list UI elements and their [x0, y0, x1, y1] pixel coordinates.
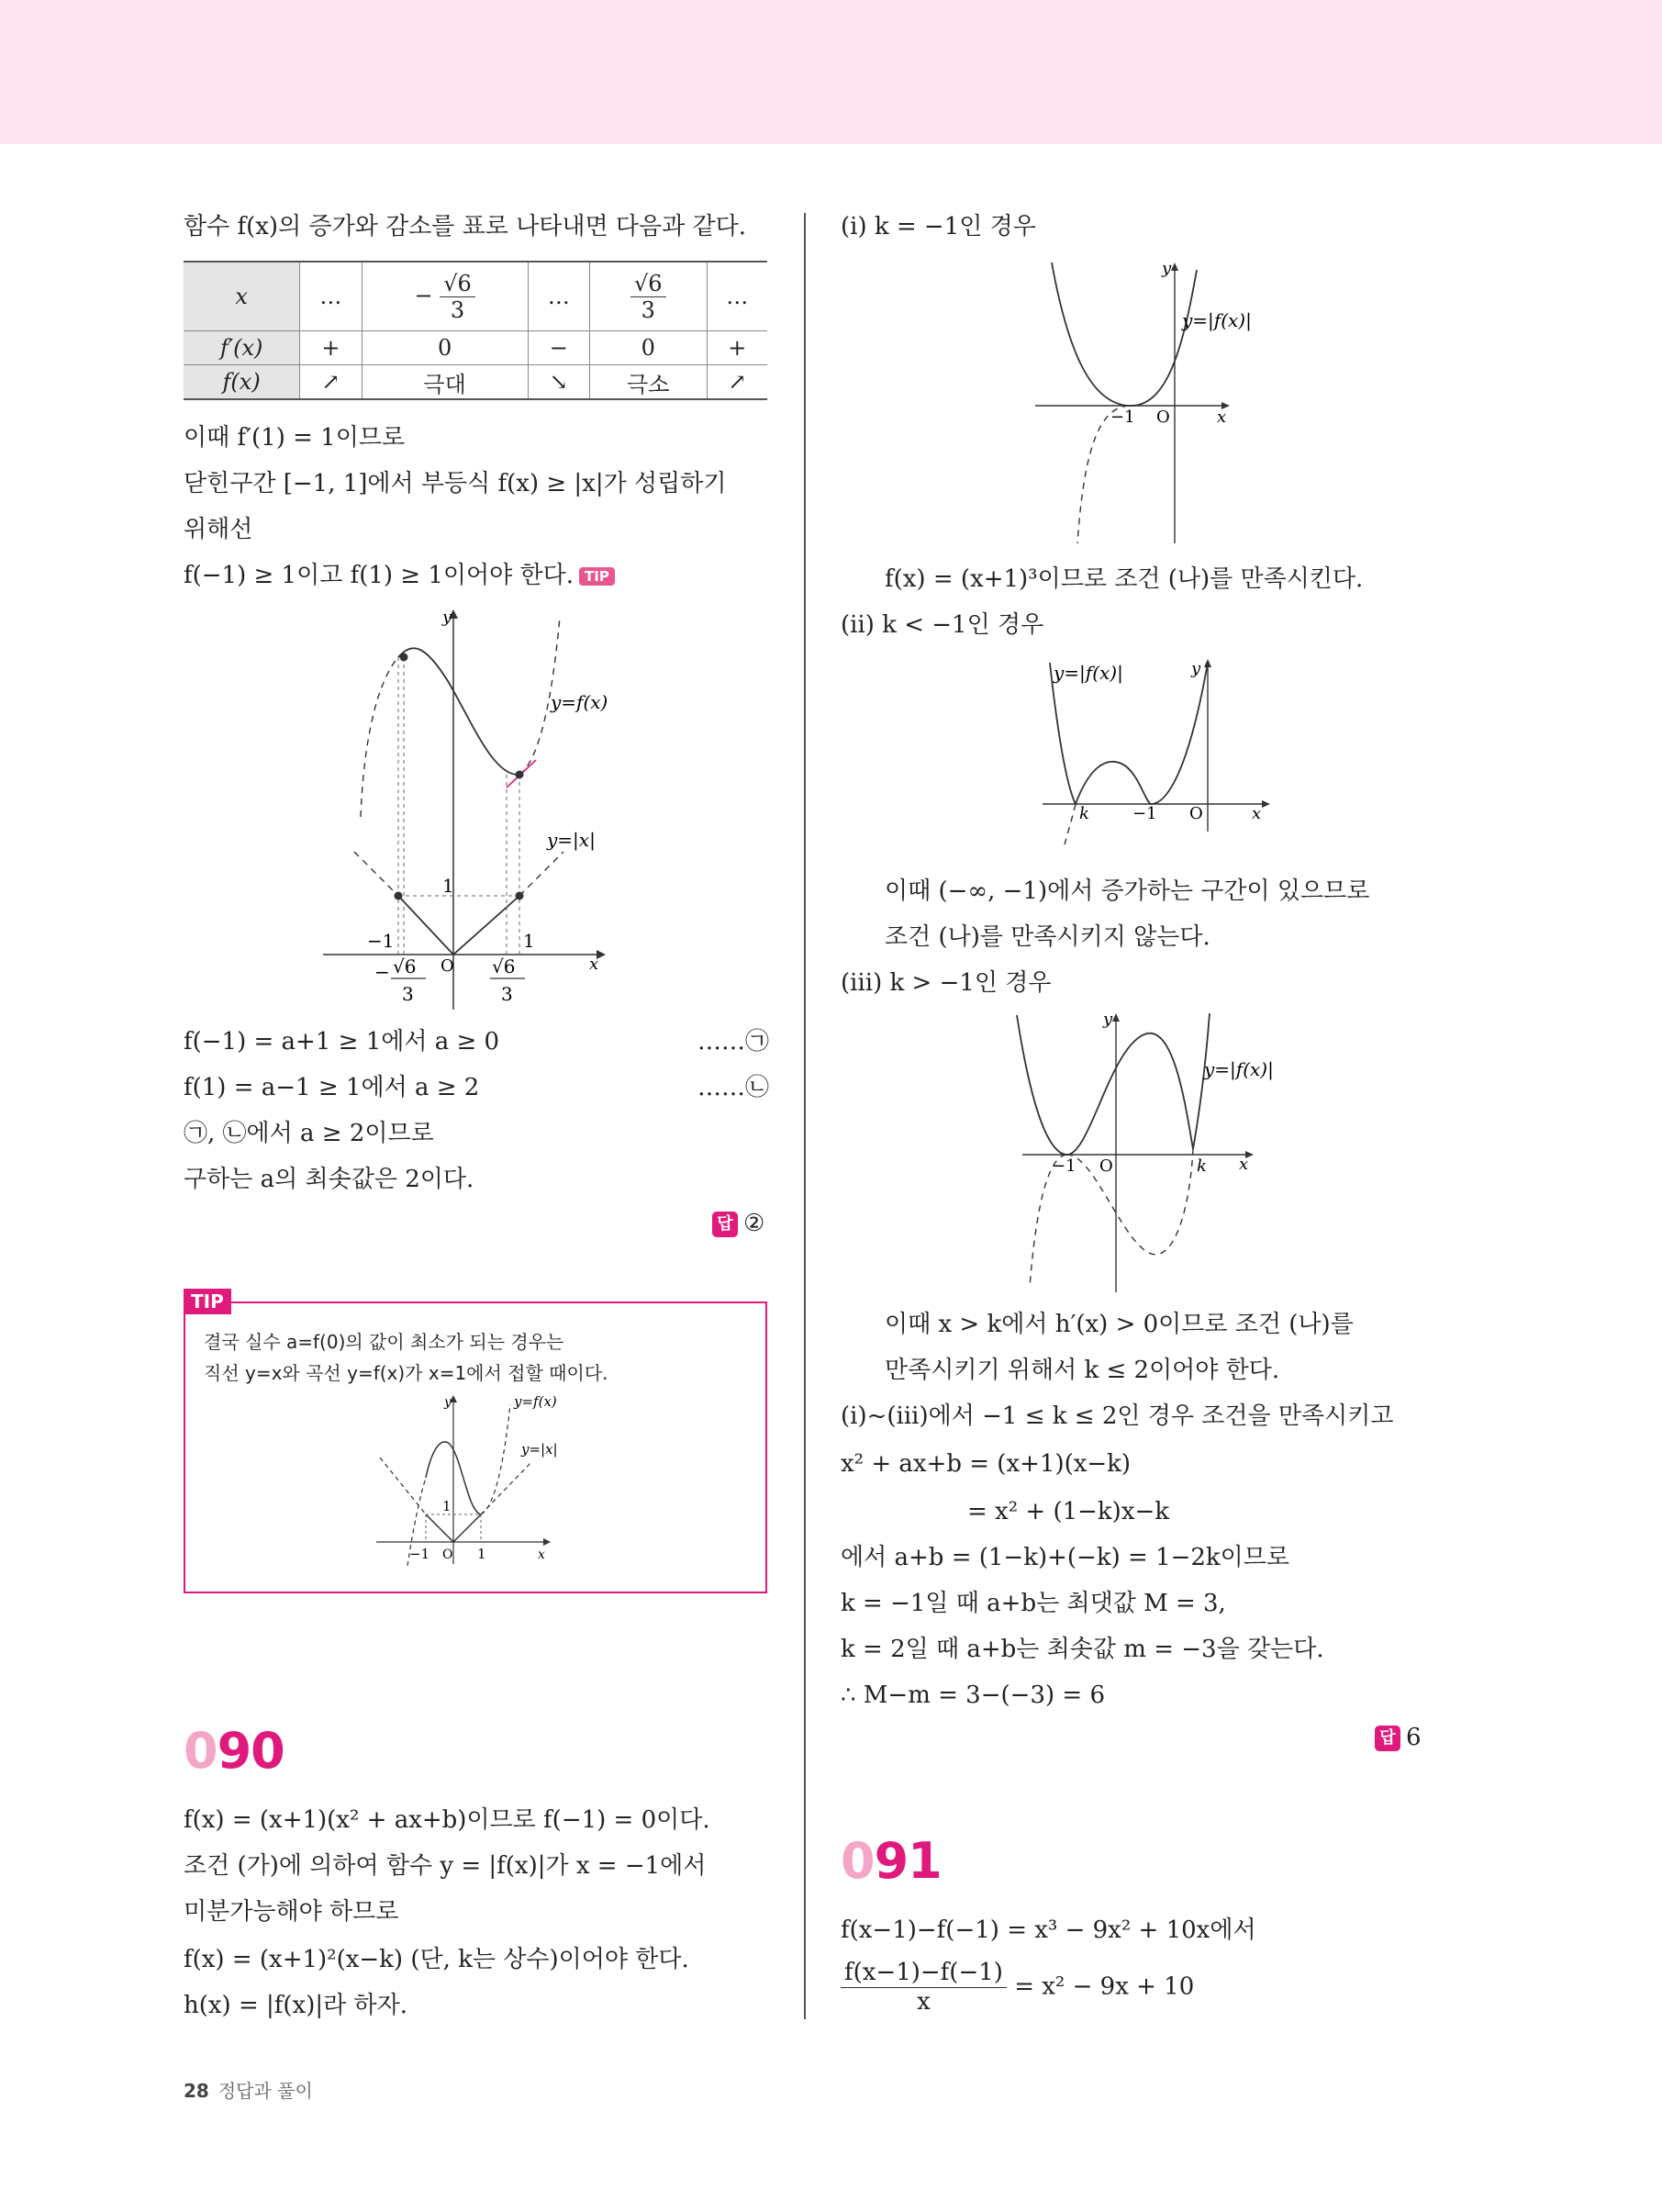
origin-label: O: [1099, 1156, 1113, 1176]
p90-line: f(x) = (x+1)(x² + ax+b)이므로 f(−1) = 0이다.: [184, 1806, 710, 1834]
page-number: 28: [184, 2080, 209, 2102]
tip-line: 직선 y=x와 곡선 y=f(x)가 x=1에서 접할 때이다.: [204, 1362, 608, 1384]
table-cell: ↗: [707, 365, 767, 400]
answer-badge: 답: [1375, 1726, 1400, 1751]
footer: [184, 2076, 313, 2103]
cond-1: f(−1) = a+1 ≥ 1에서 a ≥ 0: [184, 1028, 500, 1056]
minus-sign: −: [414, 282, 433, 308]
label-neg1: −1: [367, 930, 395, 952]
cond-3: ㉠, ㉡에서 a ≥ 2이므로: [184, 1120, 434, 1147]
table-cell: 극대: [362, 365, 528, 400]
table-cell: −: [528, 331, 589, 365]
table-row-label: f′(x): [184, 331, 300, 365]
summary-line: x² + ax+b = (x+1)(x−k): [841, 1450, 1132, 1478]
label-1-x: 1: [523, 930, 535, 952]
case-3-title: (ⅲ) k > −1인 경우: [841, 969, 1052, 997]
abs-left-dashed: [354, 852, 398, 896]
table-head-cell: [362, 262, 528, 331]
summary-line: = x² + (1−k)x−k: [967, 1498, 1170, 1525]
tip-line: 결국 실수 a=f(0)의 값이 최소가 되는 경우는: [204, 1331, 564, 1353]
cond-2: f(1) = a−1 ≥ 1에서 a ≥ 2: [184, 1074, 480, 1101]
label-f: y=f(x): [514, 1393, 557, 1410]
frac-num: f(x−1)−f(−1): [841, 1959, 1007, 1988]
x-axis-label: x: [1252, 804, 1262, 823]
problem-number-090: [184, 1722, 284, 1780]
x-axis-arrow: [1262, 800, 1270, 808]
x-axis-label: x: [538, 1547, 545, 1562]
table-head-cell: …: [300, 262, 362, 331]
origin-label: O: [1189, 804, 1203, 823]
text-line: 이때 f′(1) = 1이므로: [184, 424, 406, 452]
problem-number-prefix: 0: [841, 1832, 875, 1890]
label-neg1: −1: [409, 1546, 430, 1562]
label-minus: −: [374, 961, 390, 983]
label-neg1: −1: [1052, 1156, 1076, 1176]
p91-line-1: f(x−1)−f(−1) = x³ − 9x² + 10x에서: [841, 1916, 1256, 1944]
label-abs: y=|x|: [521, 1441, 558, 1458]
table-cell: 0: [362, 331, 528, 365]
label-den: 3: [402, 983, 414, 1005]
point-tangent: [516, 771, 524, 779]
problem-number-rest: 90: [217, 1722, 284, 1780]
abs-right-dashed: [519, 852, 563, 896]
abs-solid: [398, 896, 519, 955]
x-axis-label: x: [589, 955, 599, 974]
label-1-x: 1: [477, 1546, 486, 1562]
text-line: [184, 562, 615, 590]
origin-label: O: [441, 956, 454, 976]
table-cell: +: [300, 331, 362, 365]
p90-line: h(x) = |f(x)|라 하자.: [184, 1992, 407, 2019]
label-abs: y=|x|: [547, 829, 596, 851]
curve-abs-f: [1017, 1013, 1210, 1155]
summary-line: 에서 a+b = (1−k)+(−k) = 1−2k이므로: [841, 1544, 1290, 1571]
y-axis-arrow: [1112, 1013, 1120, 1022]
case-2-text-1: 이때 (−∞, −1)에서 증가하는 구간이 있으므로: [885, 877, 1370, 905]
y-axis-arrow: [1171, 263, 1178, 271]
summary-line: ∴ M−m = 3−(−3) = 6: [841, 1681, 1105, 1709]
x-axis-label: x: [1217, 408, 1227, 427]
y-axis-label: y: [1103, 1010, 1113, 1029]
y-axis-label: y: [1191, 659, 1201, 678]
label-abs-f: y=|f(x)|: [1182, 309, 1252, 331]
curve-left-dashed: [361, 657, 398, 817]
cond-4: 구하는 a의 최솟값은 2이다.: [184, 1166, 474, 1193]
answer-value: ②: [743, 1210, 765, 1237]
cond-2-mark: ……㉡: [697, 1074, 770, 1101]
table-head-cell: …: [707, 262, 767, 331]
curve-f: [398, 648, 519, 775]
table-head-cell: …: [528, 262, 589, 331]
column-divider: [804, 213, 806, 2019]
summary-line: (ⅰ)~(ⅲ)에서 −1 ≤ k ≤ 2인 경우 조건을 만족시키고: [841, 1402, 1394, 1430]
table-cell: ↘: [528, 365, 589, 400]
label-neg1: −1: [1110, 408, 1135, 427]
problem-number-prefix: 0: [184, 1722, 218, 1780]
table-cell: +: [707, 331, 767, 365]
answer-value: 6: [1406, 1724, 1422, 1751]
tip-label: TIP: [184, 1289, 231, 1314]
origin-label: O: [1156, 408, 1170, 427]
header-band: [0, 0, 1662, 144]
case-3-text-2: 만족시키기 위해서 k ≤ 2이어야 한다.: [885, 1357, 1280, 1384]
frac-num: √6: [440, 271, 475, 297]
x-axis-label: x: [1239, 1155, 1249, 1174]
case-1-text: f(x) = (x+1)³이므로 조건 (나)를 만족시킨다.: [885, 565, 1364, 593]
variation-table: [184, 261, 767, 400]
case-2-text-2: 조건 (나)를 만족시키지 않는다.: [885, 923, 1210, 951]
table-head-cell: [589, 262, 707, 331]
y-axis-label: y: [1162, 259, 1172, 278]
p91-line-2: [841, 1959, 1194, 2016]
cond-1-mark: ……㉠: [697, 1028, 770, 1056]
x-axis-arrow: [543, 1538, 551, 1546]
intro-text: 함수 f(x)의 증가와 감소를 표로 나타내면 다음과 같다.: [184, 213, 747, 240]
label-1-y: 1: [442, 1498, 452, 1514]
graph-case-1: [1028, 253, 1303, 547]
label-k: k: [1197, 1156, 1207, 1176]
p90-line: 미분가능해야 하므로: [184, 1898, 399, 1926]
answer-089: [712, 1210, 764, 1237]
table-row-label: f(x): [184, 365, 300, 400]
case-3-text-1: 이때 x > k에서 h′(x) > 0이므로 조건 (나)를: [885, 1311, 1354, 1338]
table-cell: 0: [589, 331, 707, 365]
graph-case-2: [1037, 648, 1303, 859]
label-f: y=f(x): [551, 691, 608, 713]
frac-den: 3: [450, 296, 465, 323]
case-1-title: (ⅰ) k = −1인 경우: [841, 213, 1036, 240]
label-neg1: −1: [1132, 804, 1157, 823]
summary-line: k = −1일 때 a+b는 최댓값 M = 3,: [841, 1590, 1226, 1617]
label-1-y: 1: [442, 875, 454, 897]
problem-number-rest: 91: [874, 1832, 942, 1890]
label-root: √6: [393, 955, 417, 978]
footer-title: 정답과 풀이: [218, 2080, 313, 2102]
label-root: √6: [492, 955, 516, 978]
answer-090: [1375, 1724, 1422, 1751]
tip-graph: [367, 1391, 587, 1566]
p91-rhs: = x² − 9x + 10: [1014, 1972, 1195, 2001]
table-cell: 극소: [589, 365, 707, 400]
p90-line: f(x) = (x+1)²(x−k) (단, k는 상수)이어야 한다.: [184, 1946, 689, 1973]
label-abs-f: y=|f(x)|: [1204, 1058, 1274, 1080]
graph-f-vs-abs: [312, 606, 624, 1010]
label-den: 3: [501, 983, 513, 1005]
abs-dashed: [380, 1458, 532, 1514]
y-axis-label: y: [442, 608, 452, 627]
origin-label: O: [442, 1547, 453, 1562]
point-left: [395, 892, 403, 900]
frac-num: √6: [630, 271, 666, 297]
fraction: [630, 271, 666, 323]
frac-den: x: [917, 1988, 931, 2016]
curve-dashed: [1065, 804, 1076, 844]
table-head-x: x: [184, 262, 300, 331]
answer-badge: 답: [712, 1212, 738, 1237]
label-abs-f: y=|f(x)|: [1054, 662, 1123, 684]
text-line: 위해선: [184, 516, 253, 543]
p90-line: 조건 (가)에 의하여 함수 y = |f(x)|가 x = −1에서: [184, 1852, 707, 1880]
text-line: 닫힌구간 [−1, 1]에서 부등식 f(x) ≥ |x|가 성립하기: [184, 470, 727, 497]
case-2-title: (ⅱ) k < −1인 경우: [841, 611, 1044, 639]
point-max: [400, 654, 408, 662]
text-line-body: f(−1) ≥ 1이고 f(1) ≥ 1이어야 한다.: [184, 562, 574, 589]
curve-abs-f: [1050, 663, 1208, 804]
label-k: k: [1079, 804, 1089, 823]
frac-den: 3: [641, 296, 655, 323]
p91-fraction: [841, 1959, 1007, 2016]
graph-case-3: [1009, 1006, 1303, 1300]
fraction: [440, 271, 475, 323]
summary-line: k = 2일 때 a+b는 최솟값 m = −3을 갖는다.: [841, 1636, 1324, 1663]
point-right: [516, 892, 524, 900]
problem-number-091: [841, 1832, 942, 1890]
tip-badge: TIP: [579, 567, 615, 586]
y-axis-label: y: [444, 1395, 452, 1410]
table-cell: ↗: [300, 365, 362, 400]
